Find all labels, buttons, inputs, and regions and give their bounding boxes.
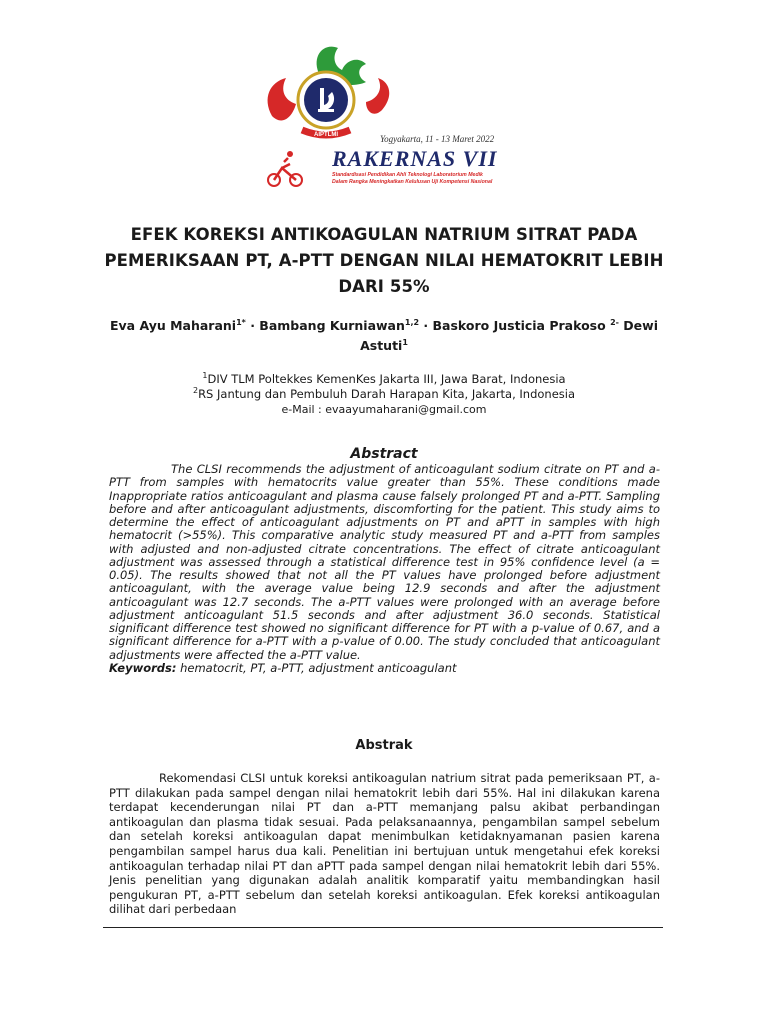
keywords-text: hematocrit, PT, a-PTT, adjustment anticoagulant [176, 660, 457, 675]
logo-cyclist-icon [268, 151, 302, 186]
logo-event-date: Yogyakarta, 11 - 13 Maret 2022 [380, 134, 495, 144]
abstract-section [109, 463, 660, 675]
author-list [100, 316, 668, 356]
logo-red-swoosh-icon [268, 78, 296, 120]
author-name: Eva Ayu Maharani [110, 318, 237, 333]
keywords-label: Keywords: [109, 660, 177, 675]
footer-divider [103, 927, 663, 928]
author-affil-marker: 2- [610, 317, 619, 327]
abstrak-text: Rekomendasi CLSI untuk koreksi antikoagulan natrium sitrat pada pemeriksaan PT, a-PTT dilakukan pada sampel dengan nilai hematokrit lebih dari 55%. Hal ini dilakukan karena terdapat kecenderungan nilai PT dan a-PTT memanjang palsu akibat perbandingan antikoagulan dan plasma tidak sesuai. Pada pelaksanaannya, pengambilan sampel sebelum dan setelah koreksi antikoagulan dapat menimbulkan ketidaknyamanan pasien karena pengambilan sampel harus dua kali. Penelitian ini bertujuan untuk mengetahui efek koreksi antikoagulan terhadap nilai PT dan aPTT pada sampel dengan nilai hematokrit lebih dari 55%. Jenis penelitian yang digunakan adalah analitik komparatif yaitu membandingkan hasil pengukuran PT, a-PTT sebelum dan setelah koreksi antikoagulan. Efek koreksi antikoagulan dilihat dari perbedaan [109, 771, 660, 917]
affiliation-marker: 2 [192, 386, 199, 396]
affiliation-2 [100, 387, 668, 402]
author-name: Bambang Kurniawan [259, 318, 405, 333]
abstract-heading: Abstract [350, 446, 418, 462]
author-email: e-Mail : evaayumaharani@gmail.com [281, 403, 487, 416]
keywords [109, 662, 660, 675]
author-affil-marker: 1 [402, 337, 408, 347]
rakernas-logo [262, 38, 512, 190]
author-affil-marker: 1* [236, 317, 246, 327]
logo-event-name: RAKERNAS VII [332, 146, 498, 171]
affiliation-text: RS Jantung dan Pembuluh Darah Harapan Kita, Jakarta, Indonesia [198, 387, 576, 401]
author-separator: · [419, 318, 433, 333]
logo-tagline-1: Standardisasi Pendidikan Ahli Teknologi Laboratorium Medik [332, 172, 483, 178]
logo-red-swoosh-icon [366, 78, 389, 114]
abstract-text: The CLSI recommends the adjustment of anticoagulant sodium citrate on PT and a-PTT from samples with hematocrits value greater than 55%. These conditions made Inappropriate ratios anticoagulant and plasma cause falsely prolonged PT and a-PTT. Sampling before and after anticoagulant adjustments, discomforting for the patient. This study aims to determine the effect of anticoagulant adjustments on PT and aPTT in samples with high hematocrit (>55%). This comparative analytic study measured PT and a-PTT from samples with adjusted and non-adjusted citrate concentrations. The effect of citrate anticoagulant adjustment was assessed through a statistical difference test in 95% confidence level (a = 0.05). The results showed that not all the PT values have prolonged before adjustment anticoagulant, with the average value being 12.9 seconds and after the adjustment anticoagulant was 12.7 seconds. The a-PTT values were prolonged with an average before adjustment anticoagulant 51.5 seconds and after adjustment 36.0 seconds. Statistical significant difference test showed no significant difference for PT with a p-value of 0.67, and a significant difference for a-PTT with a p-value of 0.00. The study concluded that anticoagulant adjustments were affected the a-PTT value. [109, 462, 660, 662]
author-affil-marker: 1,2 [404, 317, 420, 327]
abstrak-heading: Abstrak [355, 738, 413, 753]
paper-title: EFEK KOREKSI ANTIKOAGULAN NATRIUM SITRAT PADA PEMERIKSAAN PT, A-PTT DENGAN NILAI HEMATOKRIT LEBIH DARI 55% [104, 225, 664, 296]
affiliations [100, 372, 668, 417]
logo-tagline-2: Dalam Rangka Meningkatkan Kelulusan Uji Kompetensi Nasional [332, 179, 493, 185]
abstrak-section [109, 771, 660, 917]
affiliation-text: DIV TLM Poltekkes KemenKes Jakarta III, Jawa Barat, Indonesia [207, 372, 566, 386]
affiliation-marker: 1 [202, 371, 208, 381]
affiliation-1 [100, 372, 668, 387]
logo-org-text: AIPTLMI [314, 132, 338, 138]
author-separator: · [245, 318, 260, 333]
author-name: Dewi Astuti [360, 318, 658, 353]
author-name: Baskoro Justicia Prakoso [432, 318, 606, 333]
